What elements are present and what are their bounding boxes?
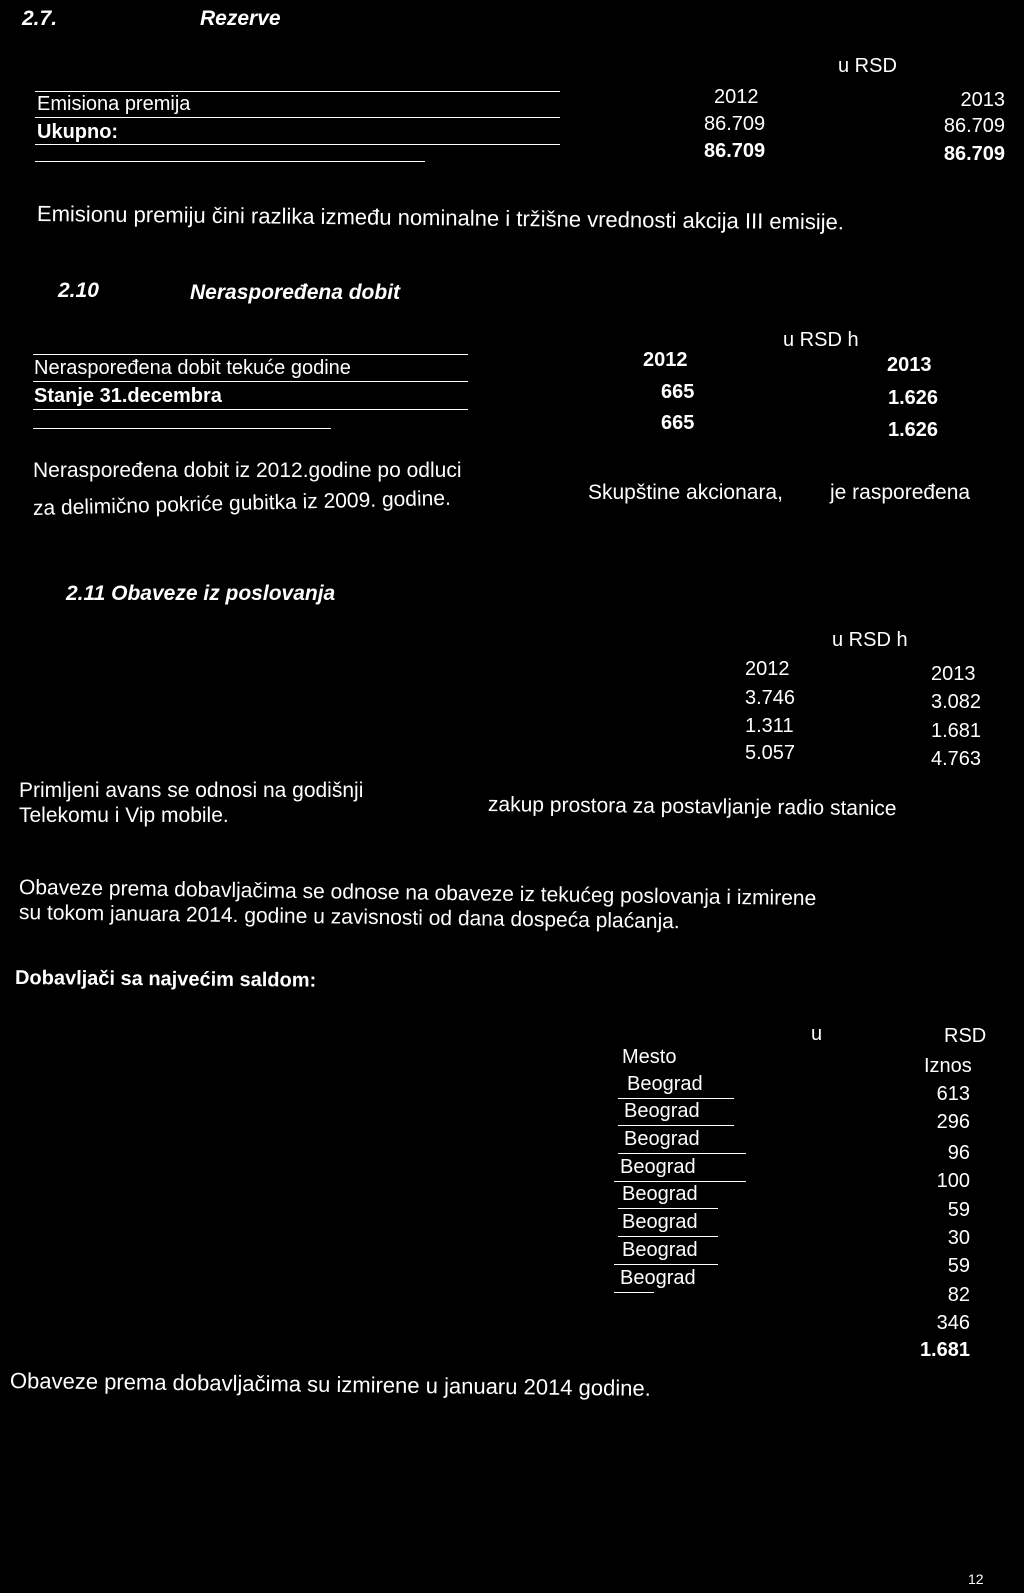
dobavljaci-extra-value: 346 (936, 1312, 970, 1334)
nerasporedjena-note-line1-a: Neraspoređena dobit iz 2012.godine po odluci (33, 459, 462, 482)
nerasporedjena-rule-bottom (33, 428, 331, 429)
obaveze-row2-2012: 1.311 (745, 715, 794, 737)
dobavljaci-row7-rule (614, 1264, 718, 1265)
obaveze-row1-2012: 3.746 (745, 687, 796, 709)
dobavljaci-row4-iznos: 100 (936, 1170, 970, 1192)
dobavljaci-row7-mesto: Beograd (622, 1239, 698, 1261)
nerasporedjena-note-line2: za delimično pokriće gubitka iz 2009. godine. (32, 486, 452, 520)
nerasporedjena-year-2012: 2012 (643, 349, 688, 371)
dobavljaci-heading: Dobavljači sa najvećim saldom: (14, 967, 317, 992)
rezerve-emisiona-2012: 86.709 (704, 113, 766, 135)
section-title-obaveze: 2.11 Obaveze iz poslovanja (66, 582, 336, 605)
obaveze-note1-line1-a: Primljeni avans se odnosi na godišnji (19, 779, 364, 802)
obaveze-year-2012: 2012 (745, 658, 790, 680)
dobavljaci-row2-rule (618, 1125, 734, 1126)
dobavljaci-row2-iznos: 296 (936, 1111, 970, 1133)
obaveze-row3-2012: 5.057 (745, 742, 796, 764)
rezerve-ukupno-2012: 86.709 (704, 140, 766, 162)
dobavljaci-row8-rule (614, 1292, 654, 1293)
dobavljaci-row1-rule (618, 1098, 734, 1099)
dobavljaci-row5-iznos: 59 (947, 1199, 970, 1221)
rezerve-currency: u RSD (838, 55, 897, 77)
obaveze-year-2013: 2013 (931, 663, 976, 685)
rezerve-emisiona-2013: 86.709 (943, 115, 1005, 137)
nerasporedjena-rule-top (33, 354, 468, 355)
dobavljaci-row4-rule (614, 1181, 746, 1182)
nerasporedjena-year-2013: 2013 (887, 354, 932, 376)
obaveze-note2-line2: su tokom januara 2014. godine u zavisnosti od dana dospeća plaćanja. (18, 901, 680, 934)
dobavljaci-row6-rule (618, 1236, 718, 1237)
nerasporedjena-stanje-2012: 665 (661, 412, 695, 434)
dobavljaci-row4-mesto: Beograd (620, 1156, 696, 1178)
dobavljaci-row1-mesto: Beograd (627, 1073, 703, 1095)
dobavljaci-row3-iznos: 96 (947, 1142, 970, 1164)
section-title-rezerve: Rezerve (200, 7, 281, 30)
rezerve-year-2012: 2012 (714, 86, 759, 108)
rezerve-note: Emisionu premiju čini razlika između nominalne i tržišne vrednosti akcija III emisije. (36, 201, 845, 235)
dobavljaci-row6-mesto: Beograd (622, 1211, 698, 1233)
dobavljaci-col-mesto: Mesto (622, 1046, 677, 1068)
rezerve-rule-top (35, 91, 560, 92)
nerasporedjena-rule-mid2 (33, 409, 468, 410)
obaveze-currency: u RSD h (832, 629, 908, 651)
section-number-2-10: 2.10 (58, 279, 99, 302)
obaveze-row3-2013: 4.763 (931, 748, 982, 770)
dobavljaci-row8-mesto: Beograd (620, 1267, 696, 1289)
dobavljaci-row2-mesto: Beograd (624, 1100, 700, 1122)
nerasporedjena-rule-mid (33, 381, 468, 382)
rezerve-rule-mid (35, 117, 560, 118)
rezerve-ukupno-2013: 86.709 (943, 143, 1005, 165)
dobavljaci-row3-mesto: Beograd (624, 1128, 700, 1150)
dobavljaci-row5-mesto: Beograd (622, 1183, 698, 1205)
nerasporedjena-tekuce-2013: 1.626 (888, 387, 939, 409)
nerasporedjena-currency: u RSD h (783, 329, 859, 351)
rezerve-row-label-ukupno: Ukupno: (37, 121, 119, 143)
dobavljaci-row8-iznos: 82 (947, 1284, 970, 1306)
nerasporedjena-tekuce-2012: 665 (661, 381, 695, 403)
rezerve-row-label-emisiona: Emisiona premija (37, 93, 191, 115)
nerasporedjena-note-line1-b: Skupštine akcionara, (588, 481, 783, 504)
dobavljaci-row1-iznos: 613 (936, 1083, 970, 1105)
obaveze-note1-line1-b: zakup prostora za postavljanje radio stanice (487, 793, 897, 821)
rezerve-rule-mid2 (35, 144, 560, 145)
dobavljaci-currency-u: u (811, 1023, 823, 1045)
dobavljaci-row7-iznos: 59 (947, 1255, 970, 1277)
dobavljaci-row3-rule (618, 1153, 746, 1154)
dobavljaci-note: Obaveze prema dobavljačima su izmirene u januaru 2014 godine. (9, 1368, 651, 1401)
obaveze-note2-line1: Obaveze prema dobavljačima se odnose na obaveze iz tekućeg poslovanja i izmirene (18, 876, 817, 911)
nerasporedjena-row-label-stanje: Stanje 31.decembra (34, 385, 222, 407)
nerasporedjena-stanje-2013: 1.626 (888, 419, 939, 441)
dobavljaci-currency-rsd: RSD (944, 1025, 987, 1047)
obaveze-row1-2013: 3.082 (931, 691, 982, 713)
dobavljaci-row5-rule (618, 1208, 718, 1209)
nerasporedjena-row-label-tekuce: Neraspoređena dobit tekuće godine (34, 357, 351, 379)
dobavljaci-total: 1.681 (919, 1339, 970, 1361)
nerasporedjena-note-line1-c: je raspoređena (830, 481, 971, 504)
page-number: 12 (968, 1571, 984, 1587)
obaveze-row2-2013: 1.681 (931, 720, 982, 742)
rezerve-year-2013: 2013 (960, 89, 1005, 111)
obaveze-note1-line2: Telekomu i Vip mobile. (19, 804, 229, 827)
dobavljaci-row6-iznos: 30 (947, 1227, 970, 1249)
section-title-nerasporedjena: Neraspoređena dobit (190, 281, 401, 304)
section-number-2-7: 2.7. (22, 7, 58, 30)
dobavljaci-col-iznos: Iznos (924, 1055, 972, 1077)
rezerve-rule-bottom (35, 161, 425, 162)
